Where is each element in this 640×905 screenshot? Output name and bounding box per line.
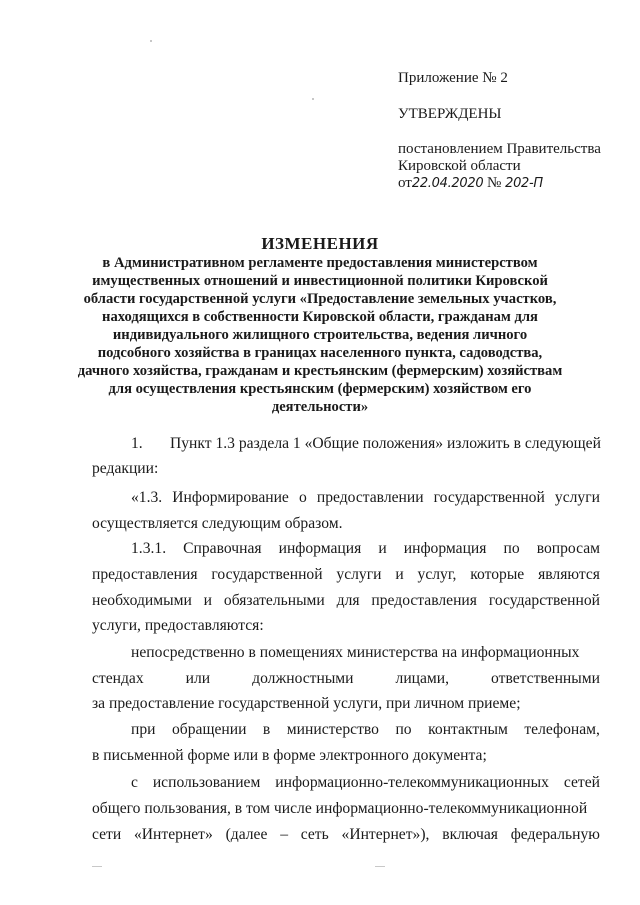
decree-line-1: постановлением Правительства [398, 141, 601, 157]
word: о [298, 489, 307, 506]
word: государственной [211, 566, 323, 583]
justified-line [92, 592, 600, 610]
word: лицами, [395, 670, 450, 687]
word: предоставления [92, 566, 198, 583]
word: предоставлении [316, 489, 424, 506]
word: ответственными [491, 670, 600, 687]
handwritten-number: 202-П [505, 176, 543, 191]
date-prefix: от [398, 175, 412, 191]
word: «Интернет» [133, 826, 213, 843]
word: использованием [152, 774, 261, 791]
approved-label: УТВЕРЖДЕНЫ [398, 106, 502, 122]
word: (далее [225, 826, 268, 843]
word: являются [538, 566, 600, 583]
word: и [203, 592, 213, 609]
subtitle-line: индивидуального жилищного строительства, ведения личного [112, 327, 528, 343]
word: для [336, 592, 360, 609]
number-sign: № [487, 175, 502, 191]
scan-mark [375, 866, 385, 867]
subtitle-line: подсобного хозяйства в границах населенного пункта, садоводства, [97, 345, 543, 361]
handwritten-date: 22.04.2020 [411, 176, 484, 191]
word: и [378, 540, 387, 557]
word: предоставления [371, 592, 477, 609]
word: государственной [488, 592, 600, 609]
word: «Интернет»), [341, 826, 430, 843]
scan-speck [312, 98, 314, 100]
word: по [503, 540, 520, 557]
word: или [185, 670, 211, 687]
justified-line [131, 540, 600, 558]
word: с [131, 774, 138, 791]
justified-line [131, 721, 600, 739]
word: обращении [172, 721, 247, 738]
word: информационно-телекоммуникационных [275, 774, 549, 791]
word: телефонам, [524, 721, 600, 738]
document-title: ИЗМЕНЕНИЯ [261, 234, 379, 253]
paragraph-text: Пункт 1.3 раздела 1 «Общие положения» изложить в следующей [170, 435, 601, 452]
word: федеральную [510, 826, 600, 843]
subtitle-line: области государственной услуги «Предоставление земельных участков, [83, 291, 557, 307]
paragraph-text: услуги, предоставляются: [92, 617, 264, 634]
word: включая [442, 826, 498, 843]
paragraph-text: за предоставление государственной услуги, при личном приеме; [92, 695, 521, 712]
word: услуги [554, 489, 600, 506]
item-number: 1. [131, 435, 143, 452]
word: сетей [563, 774, 600, 791]
word: сети [92, 826, 122, 843]
paragraph-text: непосредственно в помещениях министерства на информационных [131, 644, 580, 661]
justified-line [92, 566, 600, 584]
scan-mark [92, 866, 102, 867]
paragraph-text: в письменной форме или в форме электронного документа; [92, 747, 487, 764]
justified-line [92, 670, 600, 688]
word: – [280, 826, 288, 843]
appendix-label: Приложение № 2 [398, 70, 508, 86]
word: необходимыми [92, 592, 192, 609]
justified-line [131, 774, 600, 792]
word: обязательными [223, 592, 325, 609]
word: услуг, [417, 566, 457, 583]
word: при [131, 721, 156, 738]
word: сеть [300, 826, 329, 843]
word: 1.3.1. [131, 540, 167, 557]
subtitle-line: в Административном регламенте предоставления министерством [102, 255, 538, 271]
subtitle-line: деятельности» [271, 399, 369, 415]
word: «1.3. [131, 489, 163, 506]
word: контактным [428, 721, 508, 738]
paragraph-text: редакции: [92, 460, 159, 477]
word: министерство [286, 721, 379, 738]
word: должностными [252, 670, 354, 687]
word: государственной [433, 489, 545, 506]
scan-speck [150, 40, 152, 42]
word: стендах [92, 670, 144, 687]
decree-date-line [398, 175, 543, 192]
word: информация [278, 540, 362, 557]
subtitle-line: дачного хозяйства, гражданам и крестьянским (фермерским) хозяйствам [77, 363, 563, 379]
word: и [395, 566, 404, 583]
subtitle-line: находящихся в собственности Кировской области, гражданам для [102, 309, 538, 325]
subtitle-line: для осуществления крестьянским (фермерским) хозяйством его [108, 381, 532, 397]
decree-line-2: Кировской области [398, 158, 521, 174]
word: услуги [336, 566, 382, 583]
word: в [262, 721, 271, 738]
word: Информирование [172, 489, 289, 506]
word: информация [403, 540, 487, 557]
justified-line [92, 826, 600, 844]
paragraph-text: осуществляется следующим образом. [92, 515, 343, 532]
subtitle-line: имущественных отношений и инвестиционной политики Кировской [92, 273, 548, 289]
justified-line [131, 489, 600, 507]
word: вопросам [536, 540, 600, 557]
paragraph-text: общего пользования, в том числе информационно-телекоммуникационной [92, 800, 588, 817]
word: которые [470, 566, 525, 583]
word: Справочная [183, 540, 262, 557]
word: по [395, 721, 412, 738]
